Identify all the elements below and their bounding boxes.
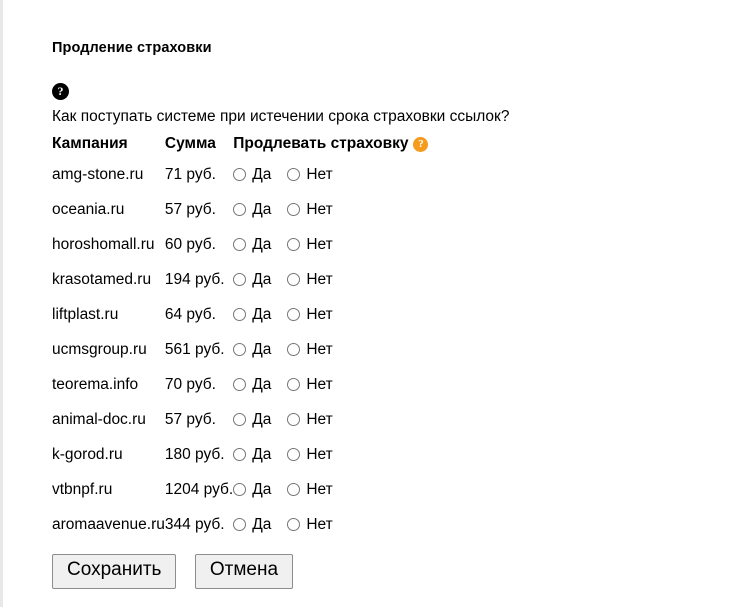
cell-campaign: aromaavenue.ru xyxy=(52,515,165,533)
table-row xyxy=(52,227,428,262)
radio-yes[interactable] xyxy=(233,203,246,216)
table-row xyxy=(52,192,428,227)
cell-campaign: animal-doc.ru xyxy=(52,410,146,428)
cell-renew-choice xyxy=(233,262,428,297)
radio-no-label: Нет xyxy=(306,410,333,428)
radio-yes-label: Да xyxy=(252,165,272,183)
cell-campaign: ucmsgroup.ru xyxy=(52,340,147,358)
cell-campaign: k-gorod.ru xyxy=(52,445,123,463)
table-row xyxy=(52,157,428,192)
insurance-renewal-form xyxy=(52,0,712,589)
radio-no[interactable] xyxy=(287,273,300,286)
radio-yes-label: Да xyxy=(252,410,272,428)
column-header-campaign: Кампания xyxy=(52,135,128,152)
cell-renew-choice xyxy=(233,472,428,507)
column-header-renew-label: Продлевать страховку xyxy=(233,135,409,152)
radio-yes-label: Да xyxy=(252,375,272,393)
form-actions xyxy=(52,554,712,589)
cell-sum: 561 руб. xyxy=(164,340,225,358)
radio-yes-label: Да xyxy=(252,445,272,463)
radio-yes-label: Да xyxy=(252,270,272,288)
table-row xyxy=(52,297,428,332)
cell-campaign: oceania.ru xyxy=(52,200,125,218)
cell-renew-choice xyxy=(233,402,428,437)
column-header-sum: Сумма xyxy=(164,135,216,152)
cell-renew-choice xyxy=(233,227,428,262)
radio-no[interactable] xyxy=(287,203,300,216)
radio-no[interactable] xyxy=(287,343,300,356)
cell-sum: 1204 руб. xyxy=(164,480,234,498)
radio-yes[interactable] xyxy=(233,518,246,531)
table-header-row xyxy=(52,135,428,157)
cell-sum: 57 руб. xyxy=(164,410,216,428)
cancel-button[interactable]: Отмена xyxy=(195,554,293,589)
cell-renew-choice xyxy=(233,332,428,367)
cell-sum: 70 руб. xyxy=(164,375,216,393)
radio-no-label: Нет xyxy=(306,200,333,218)
cell-renew-choice xyxy=(233,192,428,227)
page-left-rule xyxy=(0,0,3,607)
radio-no[interactable] xyxy=(287,378,300,391)
table-body xyxy=(52,157,428,542)
radio-no-label: Нет xyxy=(306,375,333,393)
help-row xyxy=(52,82,712,100)
radio-yes[interactable] xyxy=(233,273,246,286)
table-row xyxy=(52,262,428,297)
help-icon[interactable]: ? xyxy=(52,83,69,100)
radio-no[interactable] xyxy=(287,308,300,321)
table-row xyxy=(52,437,428,472)
radio-no[interactable] xyxy=(287,483,300,496)
radio-no-label: Нет xyxy=(306,445,333,463)
radio-no[interactable] xyxy=(287,413,300,426)
table-row xyxy=(52,472,428,507)
radio-yes[interactable] xyxy=(233,168,246,181)
radio-no[interactable] xyxy=(287,168,300,181)
cell-campaign: liftplast.ru xyxy=(52,305,119,323)
cell-renew-choice xyxy=(233,367,428,402)
cell-renew-choice xyxy=(233,157,428,192)
cell-sum: 64 руб. xyxy=(164,305,216,323)
radio-no-label: Нет xyxy=(306,480,333,498)
radio-no-label: Нет xyxy=(306,515,333,533)
radio-yes-label: Да xyxy=(252,515,272,533)
radio-no-label: Нет xyxy=(306,270,333,288)
cell-sum: 60 руб. xyxy=(164,235,216,253)
cell-campaign: vtbnpf.ru xyxy=(52,480,113,498)
radio-yes-label: Да xyxy=(252,305,272,323)
column-header-renew xyxy=(233,135,428,157)
radio-no-label: Нет xyxy=(306,340,333,358)
radio-yes-label: Да xyxy=(252,480,272,498)
table-header xyxy=(52,135,428,157)
cell-sum: 194 руб. xyxy=(164,270,225,288)
cell-campaign: horoshomall.ru xyxy=(52,235,155,253)
radio-no-label: Нет xyxy=(306,165,333,183)
radio-yes[interactable] xyxy=(233,448,246,461)
radio-no-label: Нет xyxy=(306,305,333,323)
cell-renew-choice xyxy=(233,507,428,542)
radio-yes[interactable] xyxy=(233,483,246,496)
save-button[interactable]: Сохранить xyxy=(52,554,176,589)
radio-yes-label: Да xyxy=(252,235,272,253)
hint-icon[interactable]: ? xyxy=(413,137,428,152)
cell-sum: 57 руб. xyxy=(164,200,216,218)
radio-no[interactable] xyxy=(287,238,300,251)
radio-yes[interactable] xyxy=(233,308,246,321)
table-row xyxy=(52,367,428,402)
cell-renew-choice xyxy=(233,437,428,472)
radio-yes[interactable] xyxy=(233,378,246,391)
table-row xyxy=(52,507,428,542)
radio-yes[interactable] xyxy=(233,238,246,251)
cell-sum: 71 руб. xyxy=(164,165,216,183)
radio-yes-label: Да xyxy=(252,200,272,218)
cell-renew-choice xyxy=(233,297,428,332)
radio-yes-label: Да xyxy=(252,340,272,358)
table-row xyxy=(52,332,428,367)
cell-sum: 180 руб. xyxy=(164,445,225,463)
radio-no[interactable] xyxy=(287,448,300,461)
cell-campaign: teorema.info xyxy=(52,375,139,393)
campaigns-table xyxy=(52,135,428,542)
radio-yes[interactable] xyxy=(233,343,246,356)
page-title: Продление страховки xyxy=(52,40,212,56)
radio-yes[interactable] xyxy=(233,413,246,426)
table-row xyxy=(52,402,428,437)
question-text: Как поступать системе при истечении срока страховки ссылок? xyxy=(52,108,510,125)
cell-campaign: amg-stone.ru xyxy=(52,165,144,183)
radio-no[interactable] xyxy=(287,518,300,531)
cell-campaign: krasotamed.ru xyxy=(52,270,152,288)
radio-no-label: Нет xyxy=(306,235,333,253)
cell-sum: 344 руб. xyxy=(164,515,225,533)
